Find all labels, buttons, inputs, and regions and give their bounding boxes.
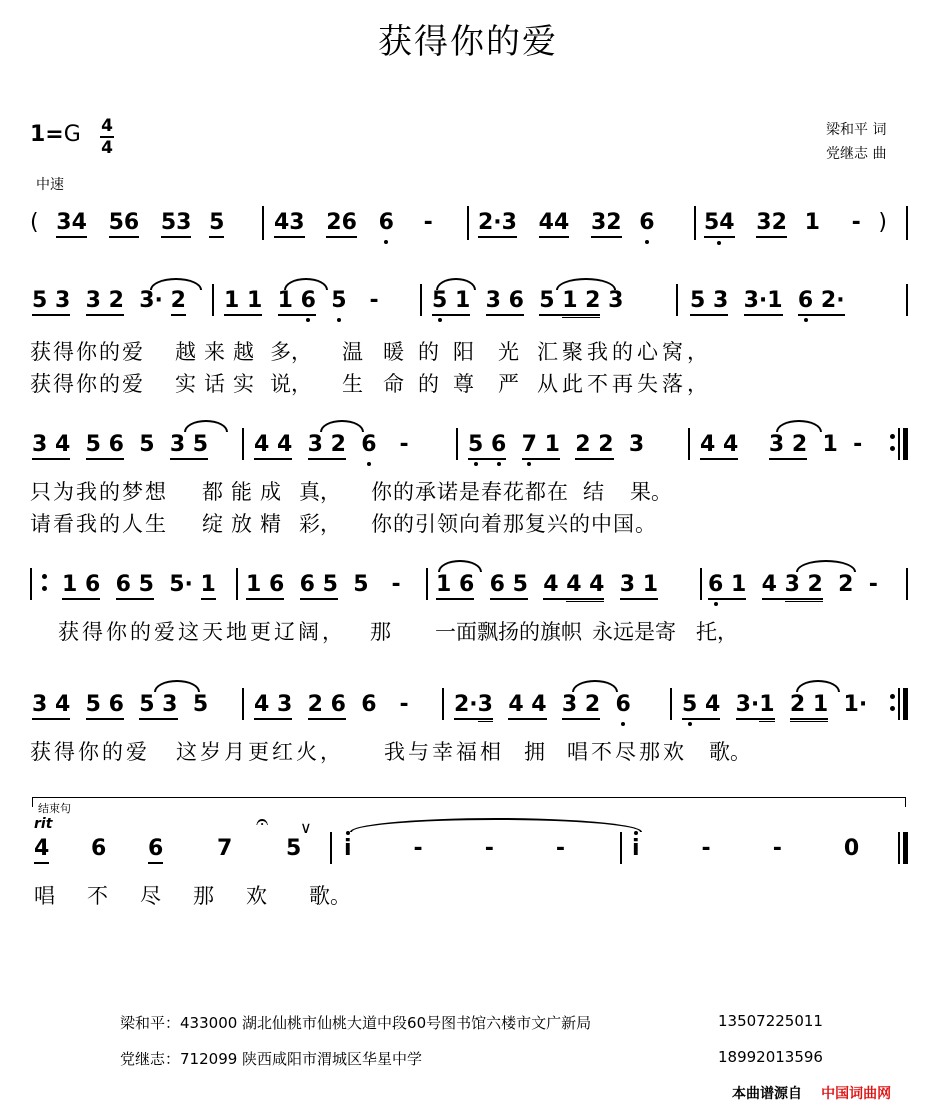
notes-line-1-m4: 5 3 3·1 6 2· (690, 288, 845, 313)
notes-line-3: 1 6 6 5 5· 1 (62, 572, 216, 597)
barline (676, 284, 678, 316)
barline (906, 206, 908, 240)
barline (467, 206, 469, 240)
notes-line-4-m4: 5 4 3·1 2 1 1· (682, 692, 867, 717)
slur (796, 680, 840, 692)
notes-line-5-m3: i - - 0 (632, 836, 860, 861)
source-site-link[interactable]: 中国词曲网 (821, 1086, 892, 1102)
intro-line: ( 34 56 53 5 (30, 210, 224, 235)
barline (898, 428, 900, 460)
notes-line-3-m4: 6 1 4 3 2 2 - (708, 572, 878, 597)
barline (898, 688, 900, 720)
composer-credit: 党继志 曲 (826, 146, 887, 162)
key-signature: 1=G (30, 122, 81, 147)
lyrics-line-5-verse-1: 唱 不 尽 那 欢 歌。 (34, 884, 351, 908)
repeat-end-bar (903, 428, 908, 460)
intro-measure-2: 43 26 6 - (274, 210, 433, 235)
final-bar (903, 832, 908, 864)
ending-bracket (32, 797, 906, 808)
notes-line-3-m2: 1 6 6 5 5 - (246, 572, 401, 597)
barline (212, 284, 214, 316)
barline (694, 206, 696, 240)
notes-line-5: 4 6 6 7 5 (34, 836, 301, 861)
rit-marking: rit (34, 816, 53, 832)
contact-lyricist-phone: 13507225011 (718, 1012, 823, 1030)
notes-line-2: 3 4 5 6 5 3 5 (32, 432, 208, 457)
notes-line-4-m2: 4 3 2 6 6 - (254, 692, 409, 717)
slur (150, 278, 202, 290)
slur (154, 680, 200, 692)
barline (242, 428, 244, 460)
slur (284, 278, 328, 290)
barline (330, 832, 332, 864)
ending-bracket-right (905, 797, 906, 807)
notes-line-2-m3: 5 6 7 1 2 2 3 (468, 432, 644, 457)
repeat-start-bar (30, 568, 32, 600)
notes-line-1-m2: 1 1 1 6 5 - (224, 288, 379, 313)
intro-measure-3: 2·3 44 32 6 (478, 210, 655, 235)
notes-line-3-m3: 1 6 6 5 4 4 4 3 1 (436, 572, 658, 597)
barline (456, 428, 458, 460)
lyrics-line-4-verse-1: 获得你的爱 这岁月更红火， 我与幸福相 拥 唱不尽那欢 歌。 (30, 740, 751, 764)
barline (620, 832, 622, 864)
notes-line-1: 5 3 3 2 3· 2 (32, 288, 186, 313)
tempo-marking: 中速 (36, 177, 64, 193)
lyricist-credit: 梁和平 词 (826, 122, 887, 138)
ending-label: 结束句 (38, 802, 71, 815)
lyrics-line-2-verse-1: 只为我的梦想 都能成 真， 你的承诺是春花都在 结 果。 (30, 480, 672, 504)
barline (442, 688, 444, 720)
time-signature: 4 4 (101, 116, 113, 158)
slur (572, 680, 618, 692)
barline (236, 568, 238, 600)
barline (420, 284, 422, 316)
lyrics-line-1-verse-2: 获得你的爱 实话实 说， 生 命的尊 严 从此不再失落， (30, 372, 712, 396)
breath-mark-icon: ∨ (300, 818, 312, 837)
lyrics-line-2-verse-2: 请看我的人生 绽放精 彩， 你的引领向着那复兴的中国。 (30, 512, 657, 536)
barline (670, 688, 672, 720)
source-credit (732, 1083, 891, 1103)
lyrics-line-3-verse-1: 获得你的爱这天地更辽阔， 那 一面飘扬的旗帜 永远是寄 托， (58, 620, 738, 644)
slur (436, 278, 476, 290)
notes-line-4: 3 4 5 6 5 3 5 (32, 692, 208, 717)
slur (438, 560, 482, 572)
source-label: 本曲谱源自 (732, 1086, 802, 1102)
notes-line-2-m2: 4 4 3 2 6 - (254, 432, 409, 457)
notes-line-2-m4: 4 4 3 2 1 - (700, 432, 862, 457)
contact-composer: 党继志：712099 陕西咸阳市渭城区华星中学 (120, 1050, 423, 1068)
slur (320, 420, 364, 432)
barline (262, 206, 264, 240)
lyrics-line-1-verse-1: 获得你的爱 越来越 多， 温 暖的阳 光 汇聚我的心窝， (30, 340, 712, 364)
barline (700, 568, 702, 600)
barline (906, 568, 908, 600)
barline (906, 284, 908, 316)
notes-line-4-m3: 2·3 4 4 3 2 6 (454, 692, 631, 717)
notes-line-5-m2: i - - - (344, 836, 565, 861)
slur (184, 420, 228, 432)
fermata-icon: 𝄐 (256, 810, 269, 835)
slur (796, 560, 856, 572)
page-title: 获得你的爱 (378, 22, 558, 62)
tie (350, 818, 642, 832)
ending-bracket-left (32, 797, 33, 807)
barline (688, 428, 690, 460)
barline (898, 832, 900, 864)
barline (242, 688, 244, 720)
repeat-end-bar (903, 688, 908, 720)
intro-measure-4: 54 32 1 - ) (704, 210, 887, 235)
contact-composer-phone: 18992013596 (718, 1048, 823, 1066)
contact-lyricist: 梁和平：433000 湖北仙桃市仙桃大道中段60号图书馆六楼市文广新局 (120, 1014, 592, 1032)
slur (776, 420, 822, 432)
barline (426, 568, 428, 600)
credits (826, 118, 886, 166)
slur (556, 278, 616, 290)
notes-line-1-m3: 5 1 3 6 5 1 2 3 (432, 288, 623, 313)
